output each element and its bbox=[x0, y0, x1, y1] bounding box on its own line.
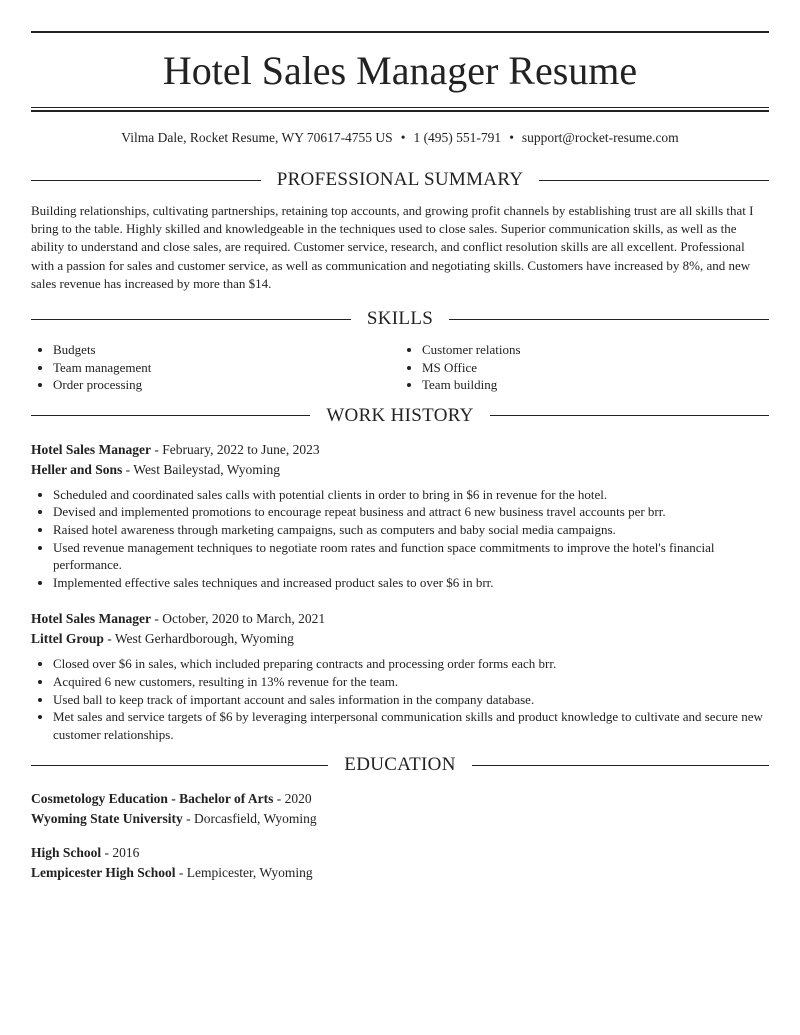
work-heading: WORK HISTORY bbox=[326, 404, 474, 426]
education-school: Lempicester High School bbox=[31, 865, 176, 881]
job-dates: - October, 2020 to March, 2021 bbox=[150, 611, 326, 627]
job-bullet: • Raised hotel awareness through marketing campaigns, such as computers and baby social media campaigns. bbox=[53, 521, 769, 539]
job-bullets bbox=[31, 655, 769, 743]
contact-address: Vilma Dale, Rocket Resume, WY 70617-4755 US bbox=[121, 130, 393, 145]
education-year: - 2016 bbox=[101, 845, 140, 861]
title-double-rule bbox=[31, 107, 769, 112]
education-school-line bbox=[31, 809, 769, 829]
section-rule bbox=[31, 415, 310, 416]
job-bullet: • Scheduled and coordinated sales calls with potential clients in order to bring in $6 in revenue for the hotel. bbox=[53, 486, 769, 504]
section-rule bbox=[472, 765, 769, 766]
job-bullet: • Used revenue management techniques to negotiate room rates and function space commitments to improve the hotel's financial performance. bbox=[53, 539, 769, 574]
education-year: - 2020 bbox=[273, 791, 312, 807]
section-rule bbox=[31, 765, 328, 766]
skill-item: • Customer relations bbox=[422, 341, 769, 359]
education-entry bbox=[31, 843, 769, 883]
skills-column-right bbox=[400, 341, 769, 394]
education-school: Wyoming State University bbox=[31, 811, 183, 827]
job-location: - West Gerhardborough, Wyoming bbox=[103, 631, 294, 647]
resume-page bbox=[31, 0, 769, 883]
job-company-line bbox=[31, 460, 769, 480]
contact-line bbox=[31, 128, 769, 148]
skills-section-header bbox=[31, 307, 769, 331]
job-title: Hotel Sales Manager bbox=[31, 441, 151, 457]
skill-item: • Team management bbox=[53, 359, 400, 377]
section-rule bbox=[490, 415, 769, 416]
job-bullet: • Acquired 6 new customers, resulting in 13% revenue for the team. bbox=[53, 673, 769, 691]
job-location: - West Baileystad, Wyoming bbox=[122, 461, 280, 477]
contact-separator: • bbox=[509, 130, 514, 145]
job-bullet: • Met sales and service targets of $6 by leveraging interpersonal communication skills and product knowledge to cultivate and secure new customer relationships. bbox=[53, 708, 769, 743]
section-rule bbox=[31, 319, 351, 320]
job-title: Hotel Sales Manager bbox=[31, 611, 151, 627]
contact-separator: • bbox=[400, 130, 406, 145]
skills-heading: SKILLS bbox=[366, 308, 434, 330]
job-company: Littel Group bbox=[31, 631, 104, 647]
job-bullet: • Devised and implemented promotions to encourage repeat business and attract 6 new business travel accounts per brr. bbox=[53, 503, 769, 521]
skill-item: • MS Office bbox=[422, 359, 769, 377]
job-title-line bbox=[31, 609, 769, 629]
contact-phone: 1 (495) 551-791 bbox=[413, 130, 502, 145]
job-title-line bbox=[31, 440, 769, 460]
job-company: Heller and Sons bbox=[31, 461, 123, 477]
section-rule bbox=[539, 180, 769, 181]
skills-column-left bbox=[31, 341, 400, 394]
job-bullet: • Implemented effective sales techniques and increased product sales to over $6 in brr. bbox=[53, 574, 769, 592]
top-rule bbox=[31, 31, 769, 33]
section-rule bbox=[449, 319, 769, 320]
education-heading: EDUCATION bbox=[344, 754, 456, 776]
education-degree-line bbox=[31, 843, 769, 863]
education-location: - Dorcasfield, Wyoming bbox=[182, 811, 317, 827]
contact-email: support@rocket-resume.com bbox=[521, 130, 679, 145]
section-rule bbox=[31, 180, 261, 181]
job-bullets bbox=[31, 486, 769, 592]
page-title: Hotel Sales Manager Resume bbox=[162, 48, 638, 93]
work-section-header bbox=[31, 404, 769, 428]
skills-list bbox=[31, 341, 769, 394]
job-bullet: • Closed over $6 in sales, which included preparing contracts and processing order forms each brr. bbox=[53, 655, 769, 673]
education-degree: High School bbox=[31, 845, 102, 861]
education-degree: Cosmetology Education - Bachelor of Arts bbox=[31, 791, 274, 807]
education-location: - Lempicester, Wyoming bbox=[175, 865, 313, 881]
job-dates: - February, 2022 to June, 2023 bbox=[150, 441, 320, 457]
skill-item: • Team building bbox=[422, 376, 769, 394]
education-school-line bbox=[31, 863, 769, 883]
job-company-line bbox=[31, 629, 769, 649]
job-entry bbox=[31, 440, 769, 592]
education-section-header bbox=[31, 753, 769, 777]
job-bullet: • Used ball to keep track of important account and sales information in the company database. bbox=[53, 691, 769, 709]
education-degree-line bbox=[31, 789, 769, 809]
summary-heading: PROFESSIONAL SUMMARY bbox=[276, 169, 524, 190]
skill-item: • Budgets bbox=[53, 341, 400, 359]
job-entry bbox=[31, 609, 769, 743]
summary-text: Building relationships, cultivating partnerships, retaining top accounts, and growing profit channels by establishing trust are all skills that I bring to the table. Highly skilled and knowledgeable in the techniques used to close sales. Superior communication skills, as well as the ability to understand and close sales, are required. Customer service, research, and conflict resolution skills are all excellent. Professional with a passion for sales and customer service, as well as communication and negotiating skills. Customers have increased by 8%, and new sales revenue has increased by more than $14. bbox=[31, 203, 754, 291]
skill-item: • Order processing bbox=[53, 376, 400, 394]
summary-section-header bbox=[31, 168, 769, 192]
education-entry bbox=[31, 789, 769, 829]
